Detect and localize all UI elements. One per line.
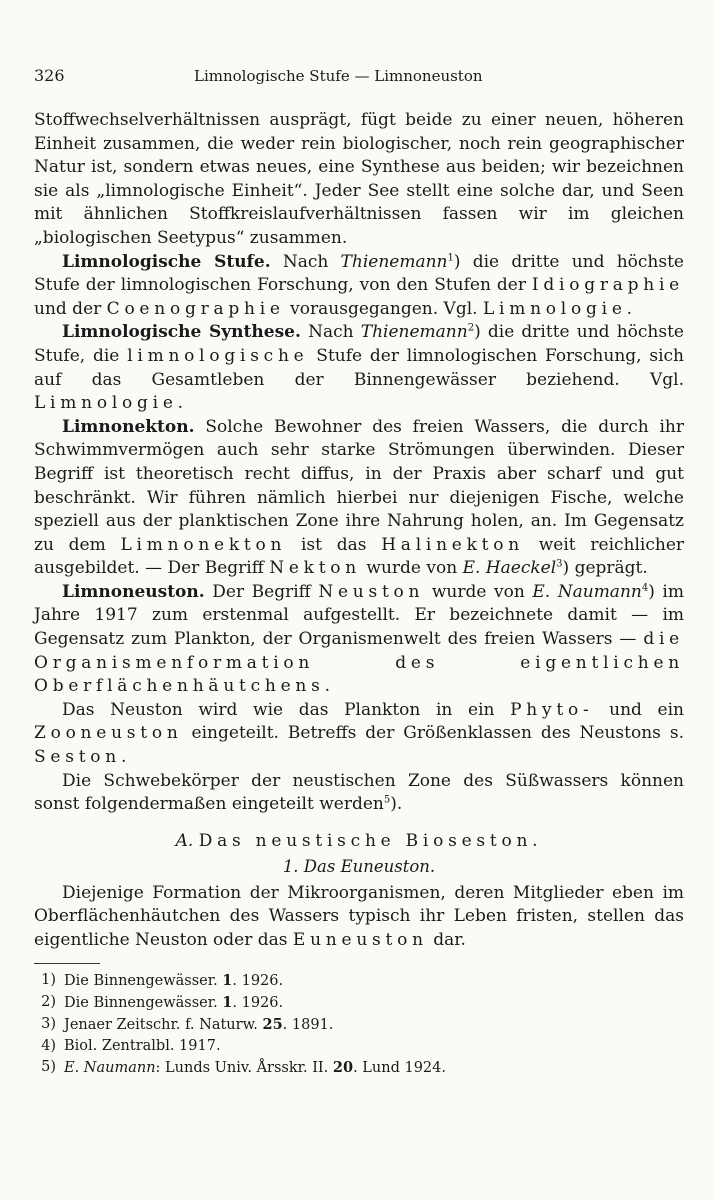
footnote-mark: 5) [41, 1058, 56, 1075]
text-run: Der Begriff [204, 581, 319, 602]
text-run: Biol. Zentralbl. 1917. [64, 1037, 221, 1054]
text-run: die Organismenformation des eigentlichen Oberflächenhäutchens. [34, 629, 684, 697]
text-run: . 1926. [232, 972, 284, 989]
text-run: : Lunds Univ. Årsskr. II. [155, 1059, 333, 1076]
footnote-text [64, 1036, 221, 1057]
subsection-heading: 1. Das Euneuston. [282, 856, 436, 876]
footnote-ref: 2 [467, 322, 475, 334]
text-run: . Lund 1924. [353, 1059, 446, 1076]
text-run: Nach [300, 322, 361, 343]
text-run: eingeteilt. Betreffs der Größenklassen des Neustons s. [182, 723, 684, 744]
text-run: Die Binnengewässer. [64, 972, 223, 989]
text-run: E. Haeckel [462, 558, 557, 579]
page-number: 326 [34, 66, 65, 85]
footnote [34, 1014, 684, 1036]
text-run: Das Neuston wird wie das Plankton in ein [62, 699, 511, 720]
main-text [34, 109, 684, 953]
page-header [34, 66, 684, 85]
text-run: Coenographie [106, 298, 285, 319]
footnote-ref: 5 [383, 794, 391, 806]
paragraph [34, 109, 684, 251]
final-paragraph [34, 882, 684, 953]
text-run: Diejenige Formation der Mikroorganismen, deren Mitglieder eben im Oberflächenhäutchen des Wassers typisch ihr Leben fristen, stellen das eigentliche Neuston oder das [34, 882, 684, 950]
text-run: Thienemann [360, 322, 468, 343]
entry-term: Limnologische Synthese. [62, 322, 301, 343]
text-run: limnologische [127, 345, 309, 366]
text-run: . 1926. [232, 994, 284, 1011]
footnote [34, 1036, 684, 1057]
text-run: Limnologie. [482, 298, 637, 319]
footnote-ref: 4 [641, 582, 649, 594]
footnote-text [64, 1014, 333, 1036]
footnote-ref: 1 [447, 251, 454, 263]
text-run: Die Schwebekörper der neustischen Zone des Süßwassers können sonst folgendermaßen eingeteilt werden [34, 770, 684, 815]
text-run: Die Binnengewässer. [64, 994, 223, 1011]
text-run: Neuston [318, 581, 425, 602]
footnote-mark: 4) [41, 1037, 56, 1054]
text-run: wurde von [361, 558, 463, 579]
text-run: Thienemann [340, 251, 448, 272]
text-run: ) im Jahre 1917 zum erstenmal aufgestellt. Er bezeichnete damit — im Gegensatz zum Plankton, der Organismenwelt des freien Wassers — [34, 581, 684, 650]
footnote-mark: 3) [41, 1015, 56, 1032]
text-run: und der [34, 298, 107, 319]
footnote [34, 970, 684, 992]
text-run: . 1891. [282, 1016, 334, 1033]
paragraphs [34, 109, 684, 817]
text-run: ) die dritte und höchste Stufe der limnologischen Forschung, von den Stufen der [34, 251, 684, 296]
footnote-text [64, 1057, 446, 1079]
text-run: 25 [262, 1015, 283, 1033]
text-run: wurde von [424, 581, 533, 602]
text-run: 1 [222, 993, 233, 1011]
text-run: und ein [593, 699, 684, 720]
text-run: vorausgegangen. Vgl. [284, 298, 483, 319]
text-run: E. Naumann [64, 1059, 156, 1076]
text-run: 20 [332, 1058, 354, 1076]
text-run: Limnologie. [34, 393, 188, 414]
text-run: weit reichlicher ausgebildet. — Der Begriff [34, 534, 685, 579]
entry-term: Limnoneuston. [62, 581, 205, 602]
text-run: Seston. [34, 747, 132, 768]
text-run: Limnonekton [120, 534, 287, 555]
text-run: Solche Bewohner des freien Wassers, die durch ihr Schwimmvermögen auch sehr starke Strömungen überwinden. Dieser Begriff ist theoretisch recht diffus, in der Praxis aber scharf und gut beschränkt. Wir führen nämlich hierbei nur diejenigen Fische, welche speziell aus der planktischen Zone ihre Nahrung holen, an. Im Gegensatz zu dem [34, 416, 684, 555]
text-run: ) geprägt. [562, 558, 648, 579]
text-run: Halinekton [381, 534, 524, 555]
paragraph [34, 770, 684, 817]
running-title: Limnologische Stufe — Limnoneuston [194, 67, 483, 85]
paragraph [34, 416, 684, 581]
paragraph [34, 882, 684, 953]
footnote-rule [34, 963, 100, 964]
entry-term: Limnonekton. [62, 416, 195, 437]
text-run: 1 [222, 971, 233, 989]
text-run: E. Naumann [532, 581, 642, 602]
footnote [34, 1057, 684, 1079]
text-run: Phyto- [510, 699, 594, 720]
section-letter: A. [175, 830, 194, 851]
paragraph [34, 699, 684, 770]
footnote [34, 992, 684, 1014]
text-run: dar. [427, 930, 466, 950]
text-run: Euneuston [292, 930, 428, 950]
text-run: Idiographie [531, 275, 684, 296]
text-run: Jenaer Zeitschr. f. Naturw. [64, 1016, 263, 1033]
text-run: Nach [270, 251, 341, 272]
footnote-mark: 1) [41, 971, 56, 988]
paragraph [34, 581, 684, 699]
text-run: ) die dritte und höchste Stufe, die [34, 322, 684, 366]
text-run: Stufe der limnologischen Forschung, sich auf das Gesamtleben der Binnengewässer beziehend. Vgl. [34, 345, 684, 390]
paragraph [34, 251, 684, 322]
footnote-mark: 2) [41, 993, 56, 1010]
paragraph [34, 321, 684, 415]
text-run: ist das [286, 534, 382, 555]
footnotes [34, 970, 684, 1079]
text-run: Zooneuston [34, 723, 183, 744]
entry-term: Limnologische Stufe. [62, 251, 271, 272]
section-heading-a [34, 831, 684, 851]
footnote-ref: 3 [556, 558, 563, 570]
footnote-text [64, 992, 283, 1014]
text-run: Nekton [269, 558, 362, 579]
text-run: ). [390, 794, 403, 815]
text-run: Stoffwechselverhältnissen ausprägt, fügt beide zu einer neuen, höheren Einheit zusammen, die weder rein biologischer, noch rein geographischer Natur ist, sondern etwas neues, eine Synthese aus beiden; wir bezeichnen sie als „limnologische Einheit“. Jeder See stellt eine solche dar, und Seen mit ähnlichen Stoffkreislaufverhältnissen fassen wir im gleichen „biologischen Seetypus“ zusammen. [34, 110, 684, 248]
section-title: Das neustische Bioseston. [198, 830, 543, 851]
footnote-text [64, 970, 283, 992]
